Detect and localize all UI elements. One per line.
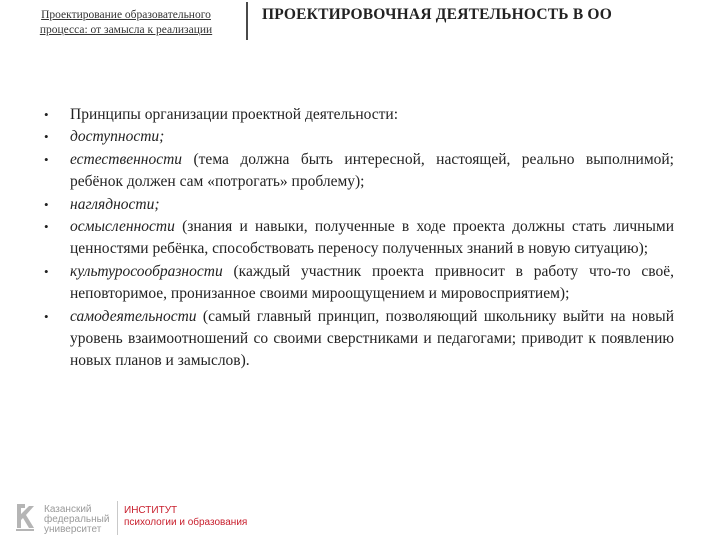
- institute-name-line2: психологии и образования: [124, 517, 248, 528]
- list-item: [44, 104, 674, 126]
- principle-text: (знания и навыки, полученные в ходе проекта должны стать личными ценностями ребёнка, способствовать переносу полученных знаний в новую ситуацию);: [70, 218, 674, 258]
- principle-term: культуросообразности: [70, 262, 223, 280]
- principle-term: осмысленности: [70, 218, 175, 236]
- list-intro: Принципы организации проектной деятельности:: [70, 106, 399, 123]
- institute-name: [124, 505, 247, 529]
- institute-name-line1: ИНСТИТУТ: [124, 505, 178, 516]
- list-item: [44, 306, 674, 373]
- principle-text: (самый главный принцип, позволяющий школьнику выйти на новый уровень взаимоотношений со своими сверстниками и педагогами; приводит к появлению новых планов и замыслов).: [70, 307, 674, 370]
- kfu-name-line1: Казанский: [44, 504, 92, 515]
- course-title: [10, 8, 242, 38]
- principle-term: самодеятельности: [70, 307, 197, 325]
- footer-divider: [117, 501, 118, 535]
- bullet-icon: •: [44, 107, 49, 122]
- list-item: [44, 149, 674, 194]
- header-divider: [246, 2, 248, 40]
- kfu-name: [44, 505, 109, 535]
- kfu-name-line2: федеральный: [44, 514, 110, 525]
- bullet-icon: •: [44, 219, 49, 235]
- principle-text: (тема должна быть интересной, настоящей, реально выполнимой; ребёнок должен сам «потрогать» проблему);: [70, 150, 674, 191]
- course-title-line1: Проектирование образовательного: [41, 9, 211, 21]
- bullet-icon: •: [44, 308, 49, 324]
- list-item: [44, 126, 674, 148]
- kfu-name-line3: университет: [44, 524, 102, 535]
- bullet-icon: •: [44, 263, 49, 279]
- bullet-icon: •: [44, 196, 49, 212]
- bullet-icon: •: [44, 129, 49, 145]
- principle-term: естественности: [70, 150, 183, 168]
- course-title-line2: процесса: от замысла к реализации: [39, 24, 213, 36]
- list-item: [44, 261, 674, 306]
- kfu-logo-icon: [14, 502, 36, 532]
- principle-text: (каждый участник проекта привносит в работу что-то своё, неповторимое, пронизанное своими мироощущением и мировосприятием);: [70, 262, 674, 303]
- principles-list: [44, 104, 674, 373]
- list-item: [44, 216, 674, 261]
- footer-branding: [14, 498, 274, 538]
- list-item: [44, 194, 674, 216]
- page-title: ПРОЕКТИРОВОЧНАЯ ДЕЯТЕЛЬНОСТЬ В ОО: [262, 6, 612, 23]
- principle-term: наглядности;: [70, 195, 160, 213]
- bullet-icon: •: [44, 151, 49, 167]
- principle-term: доступности;: [70, 128, 165, 146]
